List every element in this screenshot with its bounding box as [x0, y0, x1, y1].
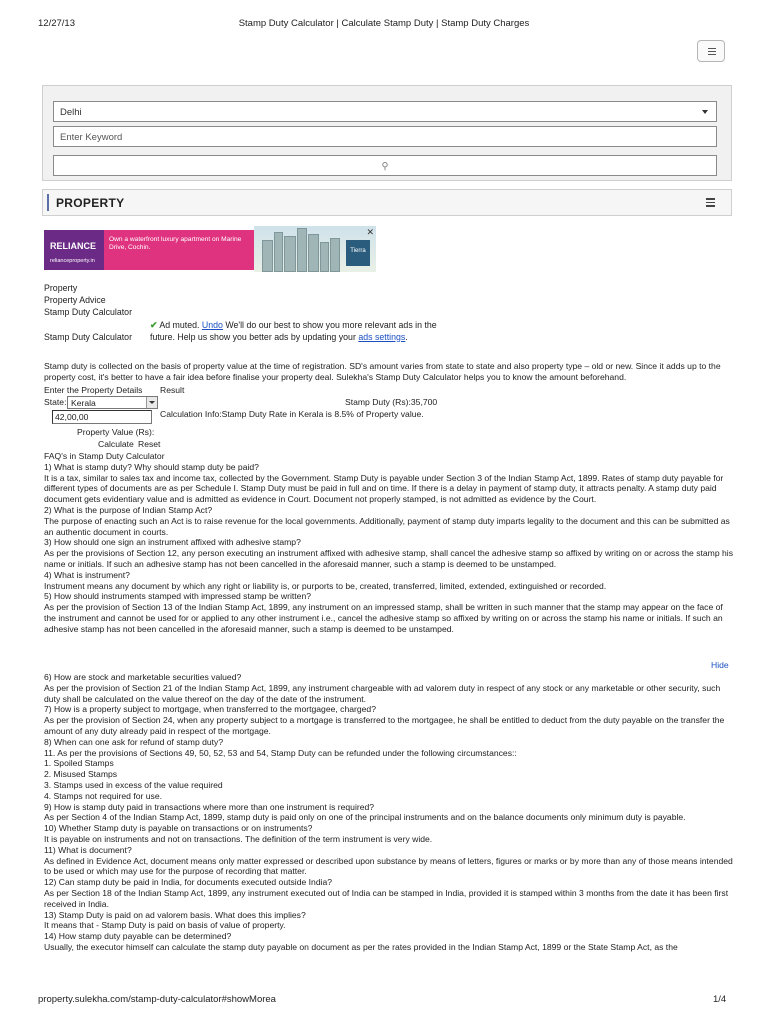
breadcrumb-property-advice[interactable]: Property Advice: [44, 295, 106, 305]
list-item: 1. Spoiled Stamps: [44, 758, 114, 769]
breadcrumb-stamp-duty[interactable]: Stamp Duty Calculator: [44, 307, 133, 317]
list-item: 2. Misused Stamps: [44, 769, 118, 780]
ad-notice-text: We'll do our best to show you more relevant ads in the future. Help us show you better ads by updating your: [150, 320, 437, 342]
faq-q11: 11) What is document?: [44, 844, 132, 855]
category-label: PROPERTY: [56, 196, 125, 210]
faq-heading: FAQ's in Stamp Duty Calculator: [44, 451, 165, 461]
ads-settings-link[interactable]: ads settings: [358, 331, 406, 342]
city-select-value: Delhi: [60, 107, 82, 118]
faq-q12: 12) Can stamp duty be paid in India, for documents executed outside India?: [44, 877, 333, 888]
result-label: Result: [160, 385, 185, 395]
faq-a14: Usually, the executor himself can calculate the stamp duty payable on document as per the rates provided in the Indian Stamp Act, 1899 or the State Stamp Act, as the: [44, 941, 678, 952]
print-url: property.sulekha.com/stamp-duty-calculator#showMorea: [38, 994, 276, 1005]
ad-brand-sub: relianceproperty.in: [50, 258, 95, 264]
state-select[interactable]: [67, 396, 158, 409]
ad-logo: [44, 230, 104, 270]
ad-muted-text: Ad muted.: [159, 320, 200, 330]
ad-badge: Tierra: [346, 240, 370, 266]
breadcrumb-property[interactable]: Property: [44, 283, 78, 293]
ad-brand: RELIANCE: [50, 241, 97, 251]
search-icon: ⚲: [381, 161, 389, 172]
print-header: [0, 18, 768, 32]
faq-a7: As per the provision of Section 24, when any property subject to a mortgage is transferred to the mortgagee, he shall be entitled to deduct from the duty payable on the transfer the amount of any duty already paid in respect of the mortgage.: [44, 715, 725, 736]
print-date: 12/27/13: [38, 18, 75, 29]
undo-link[interactable]: Undo: [201, 320, 223, 330]
faq-section: [44, 451, 734, 635]
faq-a4: Instrument means any document by which any right or liability is, or purports to be, created, transferred, limited, extended, extinguished or recorded.: [44, 580, 607, 591]
faq-q14: 14) How stamp duty payable can be determined?: [44, 931, 232, 942]
intro-paragraph: Stamp duty is collected on the basis of property value at the time of registration. SD's amount varies from state to state and also property type – old or new. Since it adds up to the property cost, it's better to have a fair idea before finalise your property deal. Sulekha's Stamp Duty Calculator helps you to know the amount beforehand.: [44, 361, 721, 382]
calculate-button[interactable]: Calculate: [98, 439, 134, 449]
property-value-label: Property Value (Rs):: [77, 427, 155, 437]
keyword-placeholder: Enter Keyword: [60, 132, 123, 143]
faq-a5: As per the provision of Section 13 of the Indian Stamp Act, 1899, any instrument on an impressed stamp, shall be written in such manner that the stamp may appear on the face of the instrument and cannot be used for or applied to any other instrument i.e., cancel the adhesive stamp so affixed by writing on or across the stamp his name or initials. If such an adhesive stamp has not been cancelled in the aforesaid manner, such a stamp is deemed to be unstamped.: [44, 602, 723, 634]
close-icon[interactable]: ✕: [366, 227, 374, 237]
state-label: State:: [44, 397, 67, 407]
faq-q13: 13) Stamp Duty is paid on ad valorem basis. What does this implies?: [44, 909, 306, 920]
faq-q2: 2) What is the purpose of Indian Stamp Act?: [44, 504, 213, 515]
menu-icon[interactable]: [706, 198, 715, 209]
print-page-title: Stamp Duty Calculator | Calculate Stamp Duty | Stamp Duty Charges: [238, 18, 530, 29]
property-value: 42,00,00: [55, 412, 89, 422]
faq-a12: As per Section 18 of the Indian Stamp Act, 1899, any instrument executed out of India can be stamped in India, provided it is stamped within 3 months from the date it has been first received in India.: [44, 887, 729, 909]
search-button[interactable]: [53, 155, 717, 176]
faq-q8: 8) When can one ask for refund of stamp duty?: [44, 736, 224, 747]
faq-a8-intro: 11. As per the provisions of Sections 49, 50, 52, 53 and 54, Stamp Duty can be refunded under the following circumstances::: [44, 747, 517, 758]
faq-q6: 6) How are stock and marketable securities valued?: [44, 672, 242, 682]
ad-muted-notice: [150, 320, 450, 343]
ad-city-image: [254, 226, 376, 272]
ad-banner[interactable]: [44, 226, 376, 272]
reset-button[interactable]: Reset: [138, 439, 161, 449]
list-item: 3. Stamps used in excess of the value required: [44, 779, 223, 790]
faq-q9: 9) How is stamp duty paid in transactions where more than one instrument is required?: [44, 801, 375, 812]
enter-details-label: Enter the Property Details: [44, 385, 143, 395]
property-value-input[interactable]: [52, 410, 152, 424]
faq-q1: 1) What is stamp duty? Why should stamp duty be paid?: [44, 461, 259, 472]
stamp-duty-result: Stamp Duty (Rs):35,700: [345, 397, 438, 407]
faq-q5: 5) How should instruments stamped with impressed stamp be written?: [44, 591, 311, 602]
faq-a6: As per the provision of Section 21 of the Indian Stamp Act, 1899, any instrument chargeable with ad valorem duty in respect of any stock or any marketable or other security, such duty shall be calculated on the value thereof on the day of the date of the instrument.: [44, 682, 721, 704]
calculator-title: Stamp Duty Calculator: [44, 332, 133, 342]
calculation-info: Calculation Info:Stamp Duty Rate in Kerala is 8.5% of Property value.: [160, 409, 424, 419]
keyword-input[interactable]: [53, 126, 717, 147]
ad-notice-end: .: [405, 331, 408, 342]
chevron-down-icon: [702, 110, 708, 114]
faq-a9: As per Section 4 of the Indian Stamp Act, 1899, stamp duty is paid only on one of the principal instruments and on the balance documents only minimum duty is payable.: [44, 812, 686, 823]
faq-q10: 10) Whether Stamp duty is payable on transactions or on instruments?: [44, 823, 313, 834]
faq-a11: As defined in Evidence Act, document means only matter expressed or described upon substance by means of letters, figures or marks or by more than any of those means intended to be used or which may use for the purpose of recording that matter.: [44, 855, 733, 877]
faq-q4: 4) What is instrument?: [44, 569, 130, 580]
ad-message: Own a waterfront luxury apartment on Marine Drive, Cochin.: [104, 230, 254, 270]
check-icon: ✔: [150, 320, 158, 330]
list-item: 4. Stamps not required for use.: [44, 790, 162, 801]
faq-q3: 3) How should one sign an instrument affixed with adhesive stamp?: [44, 537, 301, 548]
faq-a1: It is a tax, similar to sales tax and income tax, collected by the Government. Stamp Duty is payable under Section 3 of the Indian Stamp Act, 1899. Rates of stamp duty payable for different types of documents are as per Schedule I. Stamp Duty must be paid in full and on time. If there is a delay in payment of stamp duty, it attracts penalty. A stamp duty paid document gets evidentiary value and is admitted as evidence in Court. Document not properly stamped, is not admitted as evidence by the Court.: [44, 472, 724, 505]
faq-a13: It means that - Stamp Duty is paid on basis of value of property.: [44, 920, 286, 931]
faq-a2: The purpose of enacting such an Act is to raise revenue for the local governments. Additionally, payment of stamp duty imparts legality to the document and this can be submitted as an authentic document in courts.: [44, 515, 730, 537]
faq-a3: As per the provisions of Section 12, any person executing an instrument affixed with adhesive stamp, shall cancel the adhesive stamp so affixed by writing on or across the stamp his name or initials. If such an adhesive stamp has not been cancelled in the aforesaid manner, such a stamp is deemed to be unstamped.: [44, 548, 733, 569]
faq-q7: 7) How is a property subject to mortgage, when transferred to the mortgagee, charged?: [44, 704, 376, 715]
page-number: 1/4: [713, 994, 727, 1005]
category-bar[interactable]: [42, 189, 732, 216]
state-select-value: Kerala: [71, 398, 96, 408]
search-panel: [42, 85, 732, 181]
chevron-down-icon: [146, 397, 157, 408]
faq-a10: It is payable on instruments and not on transactions. The definition of the term instrument is very wide.: [44, 833, 433, 844]
hamburger-icon[interactable]: [697, 40, 725, 62]
faq-section-2: [44, 672, 734, 953]
hide-link[interactable]: Hide: [711, 660, 729, 670]
city-select[interactable]: [53, 101, 717, 122]
